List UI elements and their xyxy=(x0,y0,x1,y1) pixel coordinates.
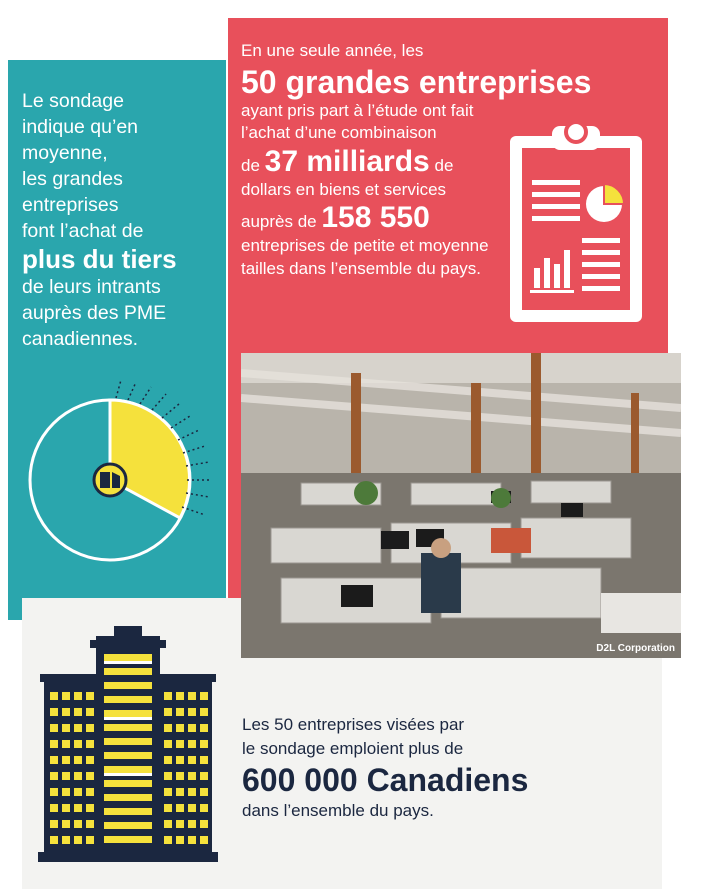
right-highlight-2: 37 milliards xyxy=(264,144,430,178)
left-line-5: entreprises xyxy=(22,194,119,216)
left-line-1: Le sondage xyxy=(22,90,124,112)
photo-credit: D2L Corporation xyxy=(596,643,675,654)
right-text-1: ayant pris part à l’étude ont fait l’achat d’une combinaison xyxy=(241,100,474,142)
right-intro: En une seule année, les xyxy=(241,41,424,60)
left-line-7: de leurs intrants xyxy=(22,276,161,298)
right-text-3: entreprises de petite et moyenne tailles dans l’ensemble du pays. xyxy=(241,236,489,278)
gauge-icon xyxy=(28,380,228,580)
right-highlight-3: 158 550 xyxy=(321,201,430,234)
clipboard-icon xyxy=(508,118,644,324)
left-highlight: plus du tiers xyxy=(22,244,177,274)
building-icon xyxy=(38,626,218,862)
right-panel-text xyxy=(241,40,592,280)
office-photo-illustration xyxy=(241,353,681,658)
left-line-4: les grandes xyxy=(22,168,123,190)
bottom-line-2: le sondage emploient plus de xyxy=(242,739,464,758)
left-line-9: canadiennes. xyxy=(22,328,139,350)
right-highlight-1: 50 grandes entreprises xyxy=(241,63,592,100)
bottom-panel-text xyxy=(242,713,642,823)
left-line-6: font l’achat de xyxy=(22,220,144,242)
left-line-2: indique qu’en xyxy=(22,116,139,138)
left-line-3: moyenne, xyxy=(22,142,108,164)
left-panel-text xyxy=(22,88,222,352)
bottom-line-3: dans l’ensemble du pays. xyxy=(242,801,434,820)
bottom-line-1: Les 50 entreprises visées par xyxy=(242,715,465,734)
right-aupres: auprès de xyxy=(241,212,317,231)
right-text-2: dollars en biens et services xyxy=(241,179,447,199)
right-de-1: de xyxy=(241,155,260,175)
left-line-8: auprès des PME xyxy=(22,302,167,324)
office-photo xyxy=(241,353,681,658)
bottom-highlight: 600 000 Canadiens xyxy=(242,762,529,798)
right-de-2: de xyxy=(434,155,454,175)
